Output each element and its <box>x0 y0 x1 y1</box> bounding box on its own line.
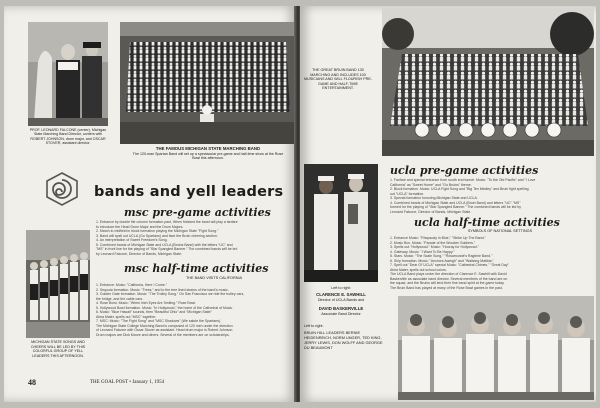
list-item: "MS" in front line for the playing of "Star Spangled Banner." The combined bands will be led <box>96 247 238 251</box>
marching-band-caption: THE FAMOUS MICHIGAN STATE MARCHING BAND <box>155 146 261 151</box>
baskerville-title: Associate Band Director <box>321 312 361 316</box>
list-item: 3. Band will spell out UCLA (Go Spartans) and face the Bruin cheering section. <box>96 233 218 238</box>
list-item: formed for the playing of "Star Spangled Banner." The combined bands will be led by <box>390 205 522 209</box>
yell-leaders-photo <box>398 296 594 400</box>
list-item: 2. Block formation. Music: UCLA Fight Song and "Big Ten Medley" and Bruin fight spelling <box>390 187 529 191</box>
list-item: 3. Special formation honoring Michigan State and UCLA. <box>390 196 478 200</box>
list-item: Alma Mater, spells out "MSC" together. <box>96 314 157 319</box>
bruin-band-photo <box>382 8 594 156</box>
bruin-band-image <box>382 8 594 156</box>
list-item: The UCLA Band plays under the direction of Clarence E. Sawhill with David <box>390 272 507 276</box>
right-page <box>300 6 596 402</box>
list-item: 2. March to midfield in block formation playing the Michigan State "Fight Song." <box>96 229 219 233</box>
list-item: 5. Combined bands of Michigan State and UCLA (Bruins Band) with the letters "UC" and <box>96 242 233 247</box>
ucla-half-time-list <box>390 236 590 290</box>
list-item: to introduce the Head Drum Major and the Drum Majors. <box>96 224 184 229</box>
msc-half-time-subhead: THE BAND VISITS CALIFORNIA <box>185 276 243 280</box>
list-item: by Leonard Falcone, Director of Bands, Michigan State. <box>96 251 182 256</box>
yell-leaders-caption: BRUIN HILL LEADERS BERNIE HEIDENREICH, NORM UNGER, TED KING, JERRY LEWIS, DON WOLFF AND GEORGE DU BEAUMONT <box>304 330 383 350</box>
list-item: 7. Spell out "Dear Ol' UCLA" special Music: "Cathedral Chimes," "Great Day" <box>390 263 509 267</box>
falcone-photo <box>28 22 108 126</box>
msc-pre-game-title: msc pre-game activities <box>124 206 271 219</box>
section-heading: bands and yell leaders <box>94 184 284 200</box>
list-item: Alma Mater, spells out school colors. <box>390 267 447 272</box>
list-item: 1. Fanfare and special entrance from south end tunnel. Music: "To the Old Pacific" and "I Love <box>390 178 536 182</box>
bruin-band-caption: THE GREAT BRUIN BAND 130 MARCHING AND INCLUDES 100 MUSICIANS AND WILL FLOURISH PRE-GAME AND HALF-TIME ENTERTAINMENT. <box>303 68 373 91</box>
list-item: 4. Combined bands of Michigan State and UCLA (Bruin Band) and letters "UC" "MS" <box>390 200 521 205</box>
cheerleaders-image <box>26 230 90 338</box>
list-item: 6. Music: "Blue Hawaii" sounds, then "Beautiful Ohio" and "Michigan State" <box>96 310 212 314</box>
falcone-caption: PROF. LEONARD FALCONE (center), Michigan State Marching Band Director, confers with ROBERT JOHNSON, drum major, and OSCAR STOVER, assistant director. <box>29 128 107 145</box>
list-item: 5. Stars. Music: "The Scale Song," "Rosamunde's Ragtime Band." <box>390 254 493 258</box>
list-item: the bridge, and the cable cars. <box>96 296 144 301</box>
left-page <box>4 6 296 402</box>
list-item: California" as "Sweet Home" and "Go Bruins" theme. <box>390 182 472 187</box>
list-item: Drum majors are Dick Moore and others. Several of the members are on scholarships. <box>96 332 230 337</box>
ucla-pre-game-title: ucla pre-game activities <box>390 164 539 177</box>
swirl-logo-icon <box>44 171 80 207</box>
list-item: of Leonard Falcone with Oscar Stover as assistant. Head drum major is Robert Johnson. <box>96 328 234 332</box>
ucla-pre-game-list <box>390 178 590 214</box>
msc-half-time-list <box>96 283 292 337</box>
list-item: 5. Hollywood Bowl formation. Music: "In Hollywood," the home of the Cathedral of Music. <box>96 305 234 310</box>
list-item: 1. Entrance by double file column formation past, When finished the band will play a fanfare <box>96 220 238 224</box>
list-item: 3. Golden Gate formation. Music: "The Trolley Song." On San Francisco we ride the trolley cars, <box>96 292 245 296</box>
marching-band-subcaption: The 120-man Spartan Band will set up a spectacular pre-game and half-time show at the Rose Bowl this afternoon. <box>132 152 284 161</box>
msc-half-time-title: msc half-time activities <box>124 262 269 275</box>
list-item: The Michigan State College Marching Band is composed of 120 men under the direction <box>96 323 233 328</box>
list-item: 2. Music Box. Music: "Parade of the Wooden Soldiers." <box>390 240 476 245</box>
list-item: 4. Rose Bowl. Music: "When Irish Eyes Are Smiling." Rose Bowl. <box>96 301 196 305</box>
msc-pre-game-list <box>96 220 292 256</box>
directors-image <box>304 164 378 282</box>
sawhill-title: Director of UCLA Bands and <box>317 298 365 302</box>
cheerleaders-photo <box>26 230 90 338</box>
sawhill-name: CLARENCE E. SAWHILL <box>316 292 366 297</box>
list-item: 4. Gateway. Music: "I Want To Be Happy." <box>390 249 455 254</box>
yell-leaders-label: Left to right: <box>304 324 324 328</box>
list-item: Leonard Falcone, Director of Bands, Michigan State. <box>390 209 472 214</box>
marching-band-photo <box>120 22 296 144</box>
list-item: 1. Entrance: Music: "California, Here I Come." <box>96 283 167 287</box>
cheerleaders-caption: MICHIGAN STATE SONGS AND CHEERS WILL BE LED BY THIS COLORFUL GROUP OF YELL LEADERS THIS AFTERNOON. <box>30 340 86 358</box>
yell-leaders-image <box>398 296 594 400</box>
directors-photo <box>304 164 378 282</box>
baskerville-name: DAVID BASKERVILLE <box>318 306 364 311</box>
list-item: 2. Sequoia formation. Music: "Trees," and to the tree lined strains of the band's music. <box>96 287 229 292</box>
page-footer: THE GOAL POST • January 1, 1954 <box>90 380 165 385</box>
ucla-half-time-subhead: SYMBOLS OF NATIONAL SETTINGS <box>467 229 533 233</box>
list-item: 7. MSC: Music: "The Fight Song" and "MSC Shadows" (We salute the Spartans). <box>96 319 222 323</box>
marching-band-image <box>120 22 296 144</box>
falcone-photo-image <box>28 22 108 126</box>
list-item: 1. Entrance Music: "Rhapsody in Blue," "Strike Up The Band." <box>390 236 486 240</box>
page-number: 48 <box>28 378 36 387</box>
list-item: the squad, and the Bruins will lend their fine band spirit at the game today. <box>390 281 505 285</box>
list-item: 6. Ship formation. Music: "Anchors Aweigh" and "Waltzing Matilda." <box>390 258 494 263</box>
ucla-half-time-title: ucla half-time activities <box>414 216 560 229</box>
list-item: 4. An interpretation of Sweet Freedom's Song. <box>96 238 168 242</box>
list-item: The Bruin Band has played at many of the Rose Bowl games in the past. <box>390 285 503 290</box>
list-item: Baskerville as associate band director. Several members of the band are on <box>390 276 508 281</box>
list-item: out "UCLA" formation. <box>390 191 425 196</box>
directors-label: Left to right: <box>331 286 351 290</box>
list-item: 3. Spells out "Hollywood." Music: "Hooray for Hollywood." <box>390 245 479 249</box>
